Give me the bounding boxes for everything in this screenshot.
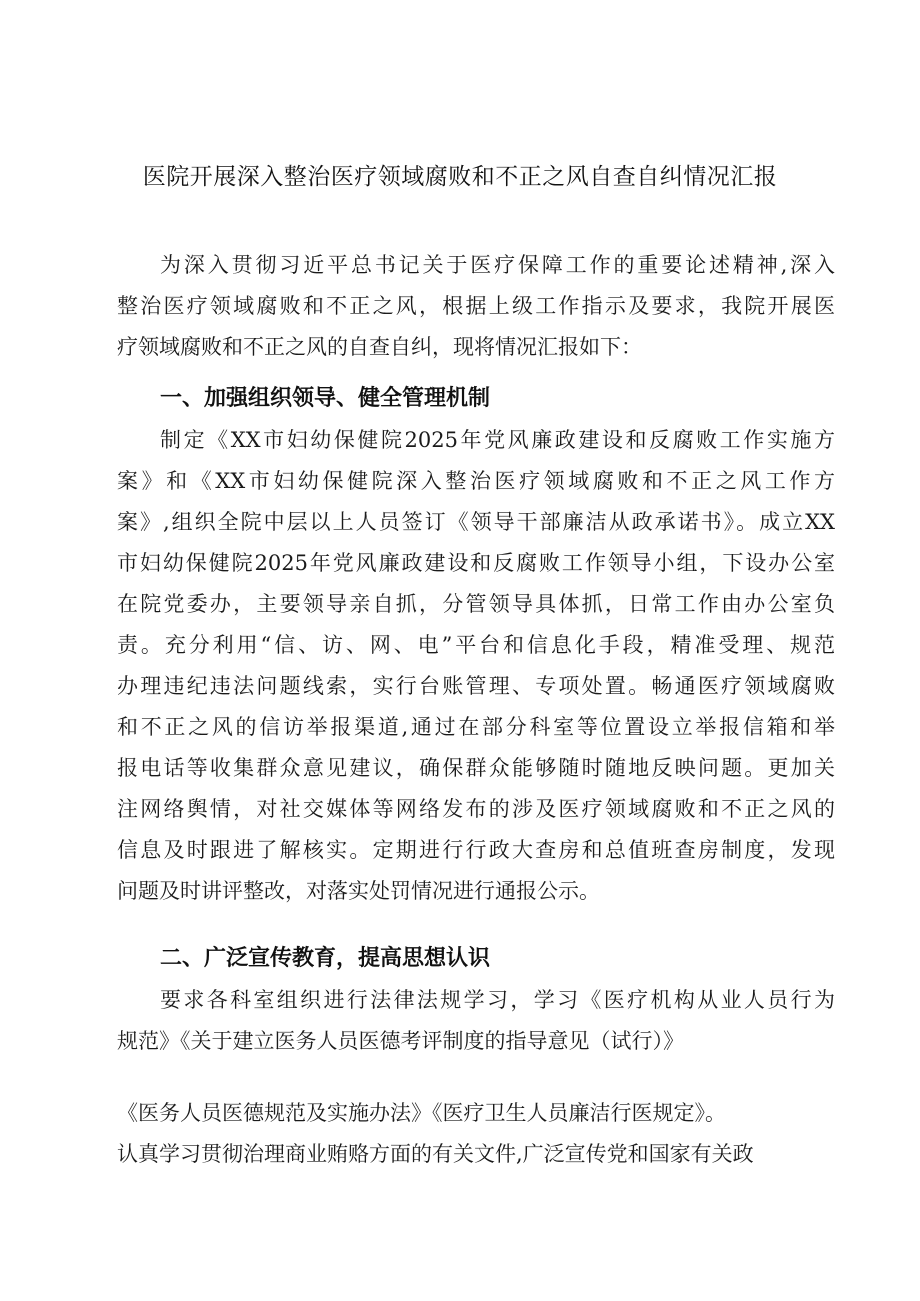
section-1-paragraph xyxy=(117,420,835,912)
paragraph-line: 《医务人员医德规范及实施办法》《医疗卫生人员廉洁行医规定》。 xyxy=(117,1101,726,1125)
section-heading-2: 二、广泛宣传教育，提高思想认识 xyxy=(160,946,491,971)
paragraph-line: 案》,组织全院中层以上人员签订《领导干部廉洁从政承诺书》。成立XX xyxy=(117,510,835,534)
paragraph-line: 问题及时讲评整改，对落实处罚情况进行通报公示。 xyxy=(117,879,600,903)
paragraph-line: 办理违纪违法问题线索，实行台账管理、专项处置。畅通医疗领域腐败 xyxy=(117,674,835,698)
section-2-continuation xyxy=(117,1093,835,1175)
paragraph-line: 制定《XX市妇幼保健院2025年党风廉政建设和反腐败工作实施方 xyxy=(160,428,835,452)
paragraph-line: 认真学习贯彻治理商业贿赂方面的有关文件,广泛宣传党和国家有关政 xyxy=(117,1142,754,1166)
paragraph-line: 报电话等收集群众意见建议，确保群众能够随时随地反映问题。更加关 xyxy=(117,756,835,780)
paragraph-line: 为深入贯彻习近平总书记关于医疗保障工作的重要论述精神,深入 xyxy=(160,253,835,277)
paragraph-line: 要求各科室组织进行法律法规学习，学习《医疗机构从业人员行为 xyxy=(160,988,835,1012)
section-heading-1: 一、加强组织领导、健全管理机制 xyxy=(160,386,491,411)
paragraph-line: 规范》《关于建立医务人员医德考评制度的指导意见（试行）》 xyxy=(117,1029,684,1053)
section-2-paragraph xyxy=(117,980,835,1062)
paragraph-line: 疗领域腐败和不正之风的自查自纠，现将情况汇报如下： xyxy=(117,335,642,359)
intro-paragraph xyxy=(117,245,835,368)
paragraph-line: 整治医疗领域腐败和不正之风，根据上级工作指示及要求，我院开展医 xyxy=(117,294,835,318)
document-title: 医院开展深入整治医疗领域腐败和不正之风自查自纠情况汇报 xyxy=(142,164,778,190)
paragraph-line: 案》和《XX市妇幼保健院深入整治医疗领域腐败和不正之风工作方 xyxy=(117,469,835,493)
paragraph-line: 责。充分利用“信、访、网、电”平台和信息化手段，精准受理、规范 xyxy=(117,633,835,657)
paragraph-line: 注网络舆情，对社交媒体等网络发布的涉及医疗领域腐败和不正之风的 xyxy=(117,797,835,821)
paragraph-line: 和不正之风的信访举报渠道,通过在部分科室等位置设立举报信箱和举 xyxy=(117,715,835,739)
paragraph-line: 在院党委办，主要领导亲自抓，分管领导具体抓，日常工作由办公室负 xyxy=(117,592,835,616)
paragraph-line: 信息及时跟进了解核实。定期进行行政大查房和总值班查房制度，发现 xyxy=(117,838,835,862)
paragraph-line: 市妇幼保健院2025年党风廉政建设和反腐败工作领导小组，下设办公室 xyxy=(117,551,835,575)
